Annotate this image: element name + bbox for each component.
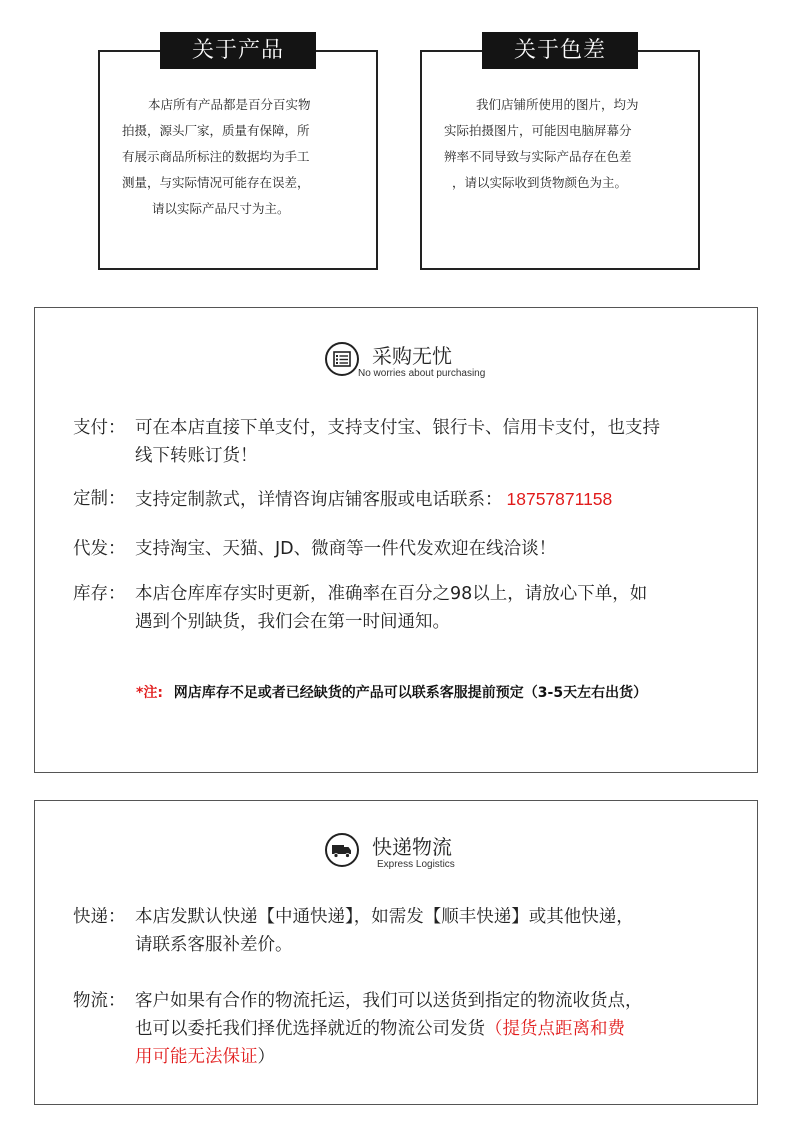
about-color-line: 辨率不同导致与实际产品存在色差 — [444, 149, 632, 164]
stock-note — [136, 682, 647, 702]
payment-label: 支付： — [73, 418, 126, 438]
freight-warning: （提货点距离和费 — [485, 1019, 625, 1039]
about-product-line: 有展示商品所标注的数据均为手工 — [122, 149, 310, 164]
phone-number[interactable]: 18757871158 — [506, 489, 613, 509]
freight-item — [73, 987, 759, 1071]
freight-line: 也可以委托我们择优选择就近的物流公司发货 — [135, 1019, 485, 1039]
stock-label: 库存： — [73, 584, 126, 604]
dropship-item — [73, 535, 759, 563]
payment-item — [73, 414, 759, 470]
stock-item — [73, 580, 759, 636]
note-text: 网店库存不足或者已经缺货的产品可以联系客服提前预定（3-5天左右出货） — [173, 685, 648, 701]
about-product-line: 本店所有产品都是百分百实物 — [148, 97, 311, 112]
purchase-section — [34, 307, 758, 773]
express-item — [73, 903, 759, 959]
about-color-box — [420, 38, 700, 270]
dropship-text: 支持淘宝、天猫、JD、微商等一件代发欢迎在线洽谈！ — [135, 539, 557, 559]
logistics-section — [34, 800, 758, 1105]
custom-text: 支持定制款式，详情咨询店铺客服或电话联系： — [135, 490, 503, 510]
express-line: 本店发默认快递【中通快递】，如需发【顺丰快递】或其他快递， — [135, 907, 634, 927]
logistics-header — [35, 827, 757, 887]
about-product-line: 测量，与实际情况可能存在误差， — [122, 175, 310, 190]
dropship-label: 代发： — [73, 539, 126, 559]
purchase-header — [35, 336, 757, 396]
purchase-title: 采购无忧 — [372, 344, 452, 368]
about-color-line: ，请以实际收到货物颜色为主。 — [452, 175, 628, 190]
about-color-line: 我们店铺所使用的图片，均为 — [476, 97, 639, 112]
payment-line: 可在本店直接下单支付，支持支付宝、银行卡、信用卡支付，也支持 — [135, 418, 660, 438]
list-icon — [325, 342, 359, 376]
custom-item — [73, 485, 759, 514]
custom-label: 定制： — [73, 489, 126, 509]
about-product-line: 请以实际产品尺寸为主。 — [152, 201, 290, 216]
freight-line: 客户如果有合作的物流托运，我们可以送货到指定的物流收货点， — [135, 991, 643, 1011]
stock-line: 遇到个别缺货，我们会在第一时间通知。 — [135, 612, 450, 632]
freight-line-end: ） — [257, 1047, 275, 1067]
about-color-title: 关于色差 — [482, 32, 638, 69]
about-product-line: 拍摄，源头厂家，质量有保障，所 — [122, 123, 310, 138]
about-color-body — [444, 92, 680, 196]
about-product-title: 关于产品 — [160, 32, 316, 69]
about-product-box — [98, 38, 378, 270]
payment-line: 线下转账订货！ — [135, 446, 258, 466]
about-color-line: 实际拍摄图片，可能因电脑屏幕分 — [444, 123, 632, 138]
stock-line: 本店仓库库存实时更新，准确率在百分之98以上，请放心下单，如 — [135, 584, 648, 604]
freight-label: 物流： — [73, 991, 126, 1011]
logistics-subtitle: Express Logistics — [377, 859, 455, 870]
freight-warning: 用可能无法保证 — [135, 1047, 258, 1067]
express-line: 请联系客服补差价。 — [135, 935, 293, 955]
express-label: 快递： — [73, 907, 126, 927]
note-marker: *注: — [136, 685, 163, 701]
logistics-title: 快递物流 — [372, 835, 452, 859]
about-product-body — [122, 92, 358, 222]
truck-icon — [325, 833, 359, 867]
purchase-subtitle: No worries about purchasing — [358, 368, 486, 379]
